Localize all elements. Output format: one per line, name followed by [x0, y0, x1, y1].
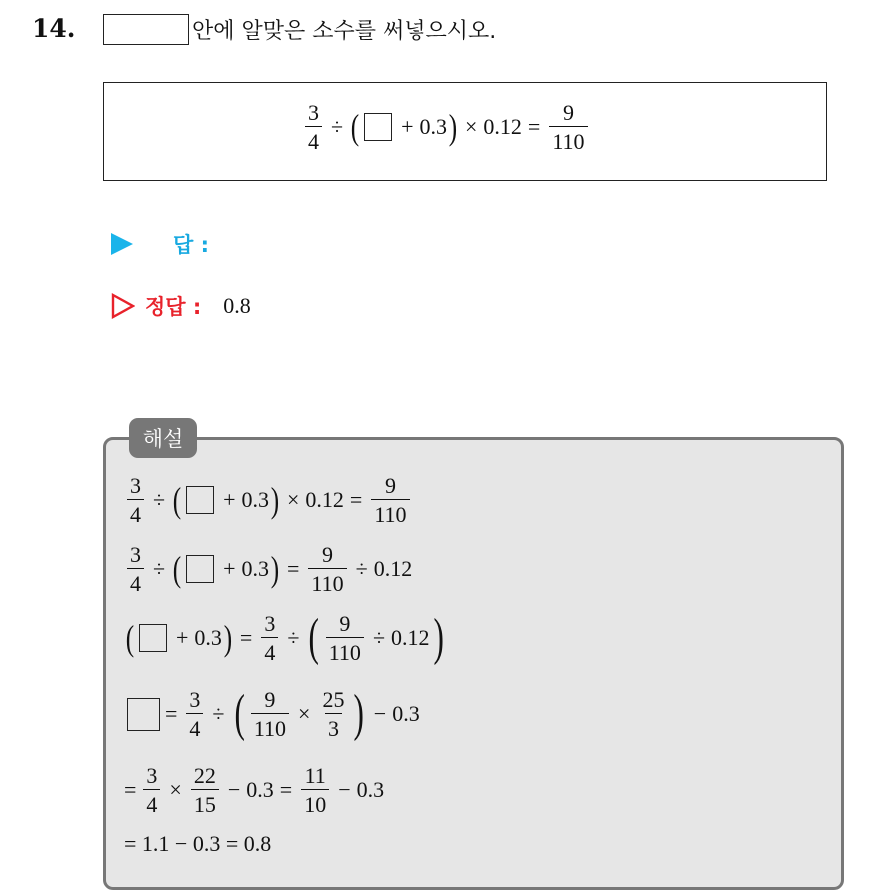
explanation-label: 해설	[129, 418, 197, 458]
solution-line-1: $\frac{3}{4}$ ÷ ( + 0.3 ) × 0.12 = $\frac{9}{110}$	[124, 474, 413, 526]
answer-row	[111, 229, 209, 259]
equation-box	[103, 82, 827, 181]
unknown-box	[186, 555, 214, 583]
unknown-box	[186, 486, 214, 514]
fraction: $\frac{9}{110}$	[549, 101, 587, 153]
solution-line-2: $\frac{3}{4}$ ÷ ( + 0.3 ) = $\frac{9}{110}$ ÷ 0.12	[124, 543, 412, 595]
correct-answer-label: 정답 :	[145, 295, 202, 319]
problem-equation: $\frac{3}{4}$ ÷ ( + 0.3 ) × 0.12 = $\frac{9}{110}$	[302, 101, 591, 153]
solution-line-3: ( + 0.3 ) = $\frac{3}{4}$ ÷ ( $\frac{9}{110}$ ÷ 0.12 )	[125, 609, 444, 667]
answer-blank-box	[103, 14, 189, 45]
solution-line-4: = $\frac{3}{4}$ ÷ ( $\frac{9}{110}$ × $\frac{25}{3}$ ) − 0.3	[124, 688, 420, 740]
fraction: $\frac{3}{4}$	[305, 101, 322, 153]
unknown-box	[139, 624, 167, 652]
correct-answer-value: 0.8	[223, 293, 251, 318]
question-text: 안에 알맞은 소수를 써넣으시오.	[192, 19, 497, 44]
question-text-row	[103, 14, 496, 45]
question-number: 14.	[32, 14, 76, 43]
solution-line-6: = 1.1 − 0.3 = 0.8	[124, 831, 272, 856]
play-triangle-icon	[111, 233, 133, 255]
solution-line-5: = $\frac{3}{4}$ × $\frac{22}{15}$ − 0.3 = $\frac{11}{10}$ − 0.3	[124, 763, 385, 818]
correct-answer-row	[111, 291, 251, 321]
answer-label: 답 :	[173, 233, 209, 257]
unknown-box	[364, 113, 392, 141]
unknown-box	[127, 698, 160, 731]
outline-triangle-icon	[111, 293, 135, 319]
